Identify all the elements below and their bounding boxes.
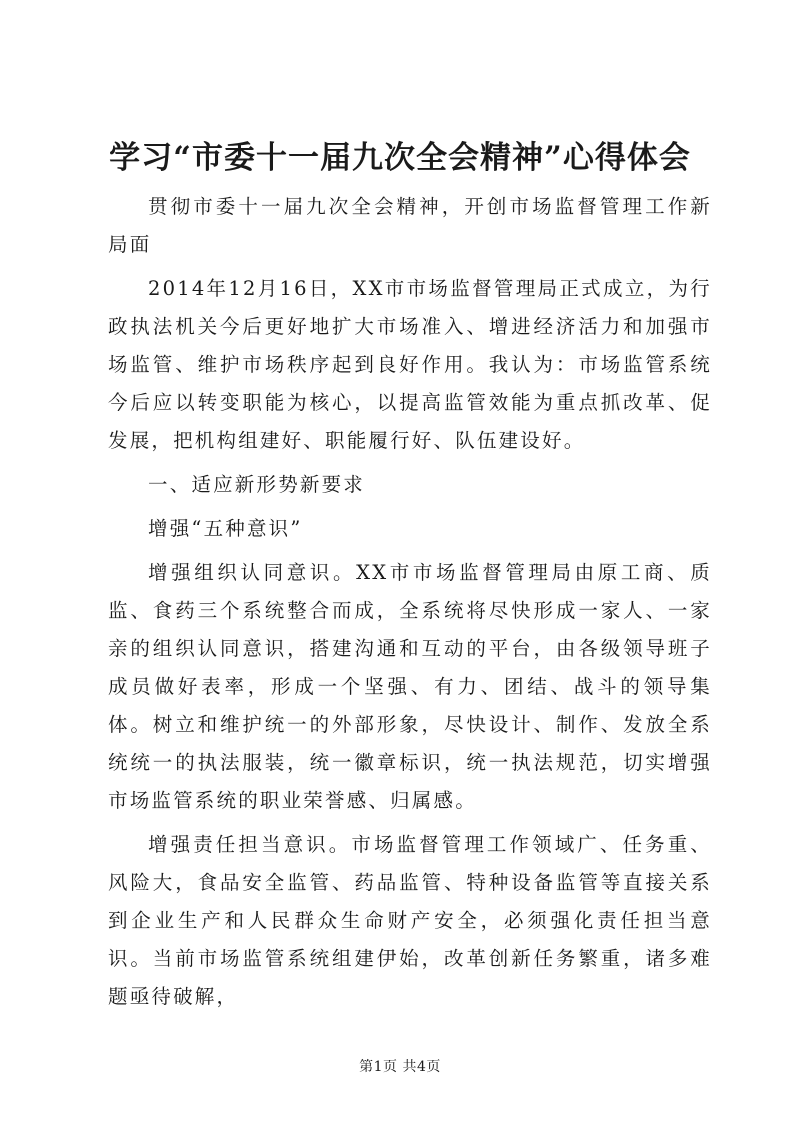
paragraph-responsibility: 增强责任担当意识。市场监督管理工作领域广、任务重、风险大，食品安全监管、药品监管、特种设备监管等直接关系到企业生产和人民群众生命财产安全，必须强化责任担当意识。当前市场监管系统组建伊始，改革创新任务繁重，诸多难题亟待破解， <box>108 833 712 1008</box>
page-total: 共4页 <box>402 1059 441 1075</box>
paragraph-intro: 2014年12月16日，XX市市场监督管理局正式成立，为行政执法机关今后更好地扩大市场准入、增进经济活力和加强市场监管、维护市场秩序起到良好作用。我认为：市场监管系统今后应以转变职能为核心，以提高监管效能为重点抓改革、促发展，把机构组建好、职能履行好、队伍建设好。 <box>108 277 712 452</box>
page-number: 第1页 <box>359 1059 398 1075</box>
document-title: 学习“市委十一届九次全会精神”心得体会 <box>109 140 691 176</box>
paragraph-subtitle: 贯彻市委十一届九次全会精神，开创市场监督管理工作新局面 <box>108 195 712 256</box>
paragraph-organization-identity: 增强组织认同意识。XX市市场监督管理局由原工商、质监、食药三个系统整合而成，全系统将尽快形成一家人、一家亲的组织认同意识，搭建沟通和互动的平台，由各级领导班子成员做好表率，形成一个坚强、有力、团结、战斗的领导集体。树立和维护统一的外部形象，尽快设计、制作、发放全系统统一的执法服装，统一徽章标识，统一执法规范，切实增强市场监管系统的职业荣誉感、归属感。 <box>108 561 712 812</box>
section-heading: 一、适应新形势新要求 <box>148 473 366 496</box>
page-footer <box>0 1057 800 1077</box>
subsection-heading: 增强“五种意识” <box>148 517 303 540</box>
document-body <box>108 188 712 1016</box>
